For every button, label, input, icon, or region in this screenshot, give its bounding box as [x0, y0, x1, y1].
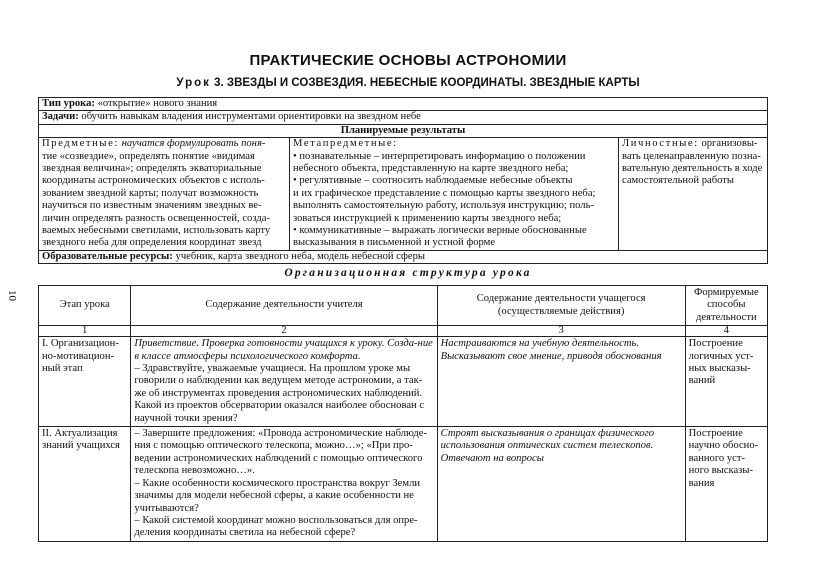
- column-header: Этап урока: [39, 286, 131, 326]
- table-row: [39, 427, 768, 542]
- page-number: 10: [6, 290, 18, 301]
- student-cell: Настраиваются на учебную деятельность. Высказывают свое мнение, приводя обоснования: [437, 337, 685, 427]
- meta-line: • коммуникативные – выражать логически верные обоснованные: [293, 225, 587, 237]
- stage-cell: II. Актуализация знаний учащихся: [39, 427, 131, 542]
- stage-cell: I. Организацион-но-мотивацион-ный этап: [39, 337, 131, 427]
- teacher-text: – Здравствуйте, уважаемые учащиеся. На прошлом уроке мы говорили о наблюдении как ведущем методе астрономии, а так-же об инструментах проведения астрономических наблюдений. Какой из проектов обсерватории оказался наиболее обоснован с научной точки зрения?: [134, 363, 425, 424]
- teacher-cell: [131, 427, 437, 542]
- personal-results-cell: [619, 138, 768, 251]
- page-title: ПРАКТИЧЕСКИЕ ОСНОВЫ АСТРОНОМИИ: [249, 52, 567, 69]
- meta-results-label: Метапредметные:: [293, 138, 398, 150]
- subject-line: научиться по известным значениям звездных ве-: [42, 200, 262, 212]
- lesson-title-text: 3. ЗВЕЗДЫ И СОЗВЕЗДИЯ. НЕБЕСНЫЕ КООРДИНАТЫ. ЗВЕЗДНЫЕ КАРТЫ: [214, 77, 640, 89]
- column-header: Содержание деятельности учащегося (осуществляемые действия): [437, 286, 685, 326]
- subject-line: звездного неба для определения координат звезд: [42, 237, 262, 249]
- resources-label: Образовательные ресурсы:: [42, 250, 173, 262]
- meta-line: • познавательные – интерпретировать информацию о положении: [293, 150, 586, 162]
- meta-results-cell: [290, 138, 619, 251]
- teacher-cell: [131, 337, 437, 427]
- column-number: 2: [131, 326, 437, 337]
- teacher-text: – Какой системой координат можно воспользоваться для опре-деления координаты светила на небесной сфере?: [134, 514, 418, 539]
- lesson-tasks-label: Задачи:: [42, 111, 79, 123]
- column-header: Формируемые способы деятельности: [685, 286, 767, 326]
- column-number: 3: [437, 326, 685, 337]
- teacher-text: – Завершите предложения: «Провода астрономические наблюде-ния с помощью оптического телескопа, можно…»; «При про-ведении астрономических наблюдений с помощью оптического телескопа невозможно…».: [134, 428, 428, 477]
- lesson-type-value: «открытие» нового знания: [97, 98, 218, 109]
- resources-value: учебник, карта звездного неба, модель небесной сферы: [175, 250, 426, 262]
- subject-results-label: Предметные:: [42, 138, 119, 150]
- meta-line: и их графическое представление с помощью карты звездного неба;: [293, 187, 596, 199]
- lesson-word: Урок: [176, 77, 211, 89]
- org-structure-title: Организационная структура урока: [284, 267, 532, 279]
- column-header: Содержание деятельности учителя: [131, 286, 437, 326]
- column-number: 4: [685, 326, 767, 337]
- column-number-row: [39, 326, 768, 337]
- meta-line: небесного объекта, представленную на карте звездного неба;: [293, 163, 569, 175]
- resources-cell: [39, 250, 768, 263]
- skills-cell: Построение логичных уст-ных высказы-ваний: [685, 337, 767, 427]
- personal-line: самостоятельной работы: [622, 175, 734, 187]
- subject-line: научатся формулировать поня-: [121, 138, 266, 150]
- skills-cell: Построение научно обосно-ванного уст-ного высказы-вания: [685, 427, 767, 542]
- column-number: 1: [39, 326, 131, 337]
- personal-line: вательную деятельность в ходе: [622, 163, 763, 175]
- lesson-type-cell: [39, 98, 768, 111]
- org-structure-table: [38, 285, 768, 542]
- lesson-type-label: Тип урока:: [42, 98, 95, 109]
- planned-results-heading: Планируемые результаты: [39, 124, 768, 137]
- teacher-text: – Какие особенности космического пространства вокруг Земли значимы для модели небесной сферы, а какие особенности не учитываются?: [134, 477, 421, 514]
- personal-line: организовы-: [701, 138, 758, 150]
- subject-results-cell: [39, 138, 290, 251]
- meta-line: • регулятивные – соотносить наблюдаемые небесные объекты: [293, 175, 573, 187]
- meta-line: выполнять самостоятельную работу, используя инструкцию; поль-: [293, 200, 594, 212]
- subject-line: личин определять разность освещенностей, созда-: [42, 212, 270, 224]
- student-cell: Строят высказывания о границах физического использования оптических систем телескопов. Отвечают на вопросы: [437, 427, 685, 542]
- subject-line: зованием звездной карты; получат возможность: [42, 187, 259, 199]
- subject-line: тие «созвездие», определять понятие «видимая: [42, 150, 255, 162]
- lesson-title: [0, 77, 816, 89]
- meta-line: зоваться инструкцией к применению карты звездного неба;: [293, 212, 562, 224]
- personal-line: вать целенаправленную позна-: [622, 150, 761, 162]
- subject-line: ваемых небесными светилами, использовать карту: [42, 225, 271, 237]
- personal-results-label: Личностные:: [622, 138, 699, 150]
- table-header-row: [39, 286, 768, 326]
- subject-line: звездная величина»; определять экваториальные: [42, 163, 262, 175]
- teacher-italic-text: Приветствие. Проверка готовности учащихся к уроку. Созда-ние в классе атмосферы психологического комфорта.: [134, 338, 433, 362]
- lesson-info-table: [38, 97, 768, 264]
- meta-line: высказывания в письменной и устной форме: [293, 237, 496, 249]
- subject-line: координаты астрономических объектов с исполь-: [42, 175, 265, 187]
- lesson-tasks-value: обучить навыкам владения инструментами ориентировки на звездном небе: [81, 111, 421, 123]
- table-row: [39, 337, 768, 427]
- lesson-tasks-cell: [39, 111, 768, 124]
